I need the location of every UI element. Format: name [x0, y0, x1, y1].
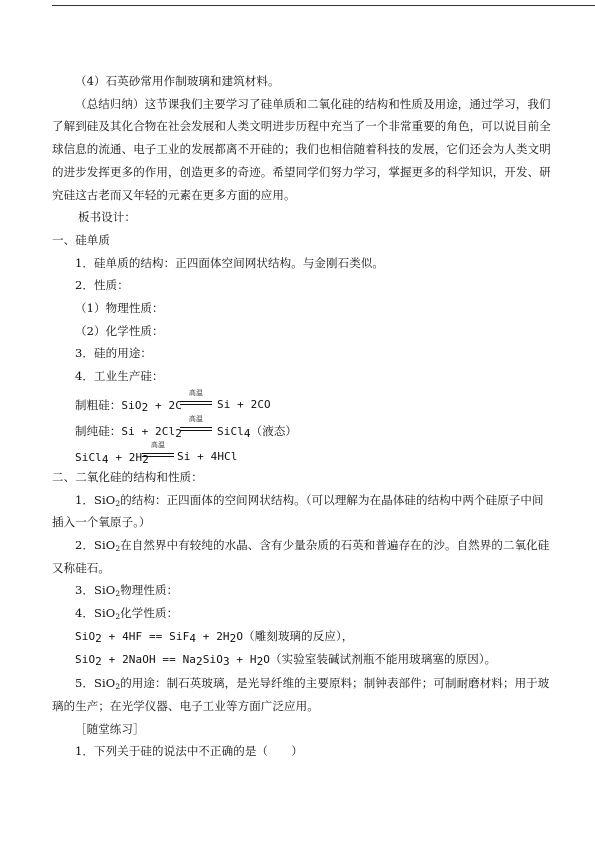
reaction-arrow	[180, 388, 212, 406]
reaction-condition: 高温	[188, 414, 204, 423]
reaction-arrow	[180, 414, 212, 432]
section-2-item-2: 2．SiO$_2$在自然界中有较纯的水晶、含有少量杂质的石英和普遍存在的沙。自然界的二氧化硅又称硅石。	[52, 537, 550, 575]
section-1-item-4: 4．工业生产硅：	[75, 369, 164, 384]
reaction-condition: 高温	[150, 440, 166, 449]
equation-silicon-reduction	[52, 440, 552, 466]
paragraph-quartz-sand: （4）石英砂常用作制玻璃和建筑材料。	[75, 74, 280, 88]
header-rule	[52, 5, 595, 6]
section-2-title: 二、二氧化硅的结构和性质：	[52, 469, 203, 484]
section-2-item-3: 3．SiO$_2$物理性质：	[75, 583, 179, 599]
practice-question-1: 1．下列关于硅的说法中不正确的是（ ）	[75, 744, 303, 759]
section-1-title: 一、硅单质	[52, 232, 110, 247]
document-body	[52, 70, 552, 763]
equation-lhs: 制粗硅：SiO$_2$ + 2C	[75, 397, 182, 414]
section-2-item-4: 4．SiO$_2$化学性质：	[75, 606, 179, 622]
section-1-item-2b: （2）化学性质：	[75, 323, 164, 338]
reaction-arrow	[142, 440, 174, 458]
section-2-item-5: 5．SiO$_2$的用途：制石英玻璃，是光导纤维的主要原料；制钟表部件；可制耐磨材料；用于玻璃的生产；在光学仪器、电子工业等方面广泛应用。	[52, 676, 550, 713]
section-1-item-2a: （1）物理性质：	[75, 301, 164, 316]
equation-rhs: SiCl$_4$（液态）	[217, 423, 298, 440]
practice-title: ［随堂练习］	[75, 721, 145, 736]
section-1-item-1: 1．硅单质的结构：正四面体空间网状结构。与金刚石类似。	[75, 255, 385, 270]
section-1-item-2: 2．性质：	[75, 278, 129, 293]
equation-rhs: Si + 4HCl	[177, 449, 238, 463]
equation-lhs: 制纯硅：$Si + 2Cl_2$	[75, 423, 182, 440]
reaction-naoh: SiO$_2$ + 2NaOH == $Na_2SiO_3 + H_2O$（实验室装碱试剂瓶不能用玻璃塞的原因）。	[75, 652, 497, 669]
reaction-condition: 高温	[188, 388, 204, 397]
equation-lhs: SiCl$_4$ + $2H_2$	[75, 450, 149, 466]
equation-crude-silicon	[52, 388, 552, 414]
section-2-item-1: 1．SiO$_2$的结构：正四面体的空间网状结构。（可以理解为在晶体硅的结构中两个硅原子中间插入一个氧原子。）	[52, 492, 544, 530]
equation-pure-silicon	[52, 414, 552, 440]
section-1-item-3: 3．硅的用途：	[75, 346, 153, 361]
paragraph-summary: （总结归纳）这节课我们主要学习了硅单质和二氧化硅的结构和性质及用途，通过学习，我们了解到硅及其化合物在社会发展和人类文明进步历程中充当了一个非常重要的角色，可以说目前全球信息的流通、电子工业的发展都离不开硅的；我们也相信随着科技的发展，它们还会为人类文明的进步发挥更多的作用，创造更多的奇迹。希望同学们努力学习，掌握更多的科学知识，开发、研究硅这古老而又年轻的元素在更多方面的应用。	[52, 96, 551, 202]
reaction-hf: $SiO_2 + 4HF == SiF_4 + 2H_2O$（雕刻玻璃的反应），	[75, 628, 354, 645]
board-design-title: 板书设计：	[78, 210, 136, 225]
equation-rhs: Si + 2CO	[217, 397, 271, 411]
